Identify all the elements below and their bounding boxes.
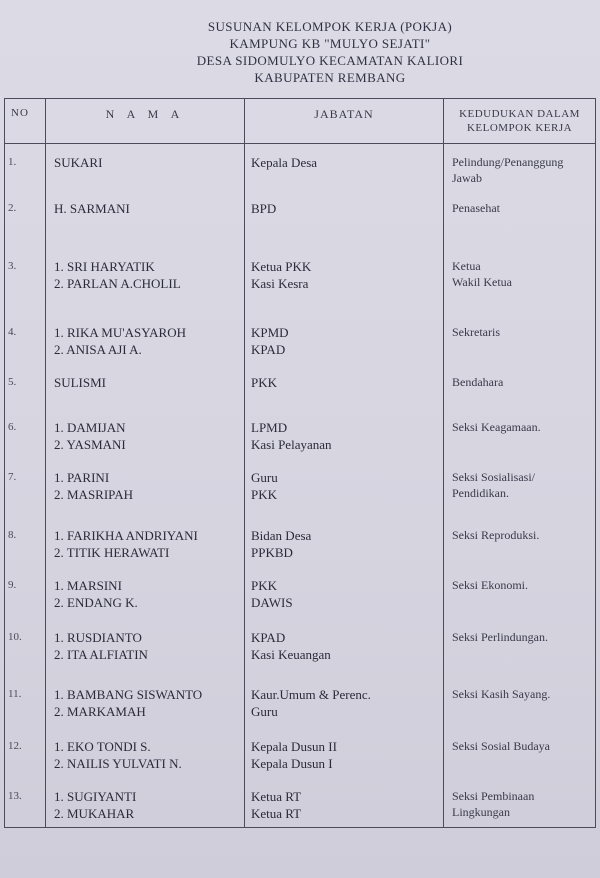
team-role: Pelindung/Penanggung Jawab — [452, 155, 564, 185]
row-number: 12. — [5, 728, 46, 778]
member-name: 1. MARSINI — [54, 577, 122, 593]
member-name: 1. SRI HARYATIK — [54, 258, 155, 274]
team-role: Seksi Sosial Budaya — [452, 738, 550, 753]
member-name: 1. DAMIJAN — [54, 419, 126, 435]
member-name: 1. SUGIYANTI — [54, 788, 137, 804]
table-row — [5, 459, 596, 517]
table-row — [5, 364, 596, 409]
team-role: Ketua — [452, 258, 481, 273]
nama-cell — [46, 144, 245, 190]
nama-cell — [46, 728, 245, 778]
table-row — [5, 144, 596, 190]
table-row — [5, 676, 596, 728]
title-line: SUSUNAN KELOMPOK KERJA (POKJA) — [207, 19, 453, 34]
team-role: Sekretaris — [452, 324, 500, 339]
team-role: Seksi Reproduksi. — [452, 527, 540, 542]
member-position: Kepala Dusun I — [251, 755, 333, 771]
member-position: Ketua RT — [251, 805, 302, 821]
nama-cell — [46, 619, 245, 676]
member-name: 2. MASRIPAH — [54, 486, 133, 502]
jabatan-cell — [245, 248, 444, 314]
table-row — [5, 314, 596, 364]
nama-cell — [46, 409, 245, 459]
jabatan-cell — [245, 778, 444, 828]
member-name: 2. ENDANG K. — [54, 594, 138, 610]
member-position: PKK — [251, 374, 278, 390]
kedudukan-cell — [444, 409, 596, 459]
row-number: 8. — [5, 517, 46, 567]
row-number: 2. — [5, 190, 46, 248]
member-name: 2. MUKAHAR — [54, 805, 135, 821]
kedudukan-cell — [444, 778, 596, 828]
member-position: Kepala Dusun II — [251, 738, 337, 754]
member-position: Kasi Kesra — [251, 275, 309, 291]
table-row — [5, 248, 596, 314]
header-no: NO — [5, 99, 46, 144]
table-header-row — [5, 99, 596, 144]
nama-cell — [46, 676, 245, 728]
row-number: 3. — [5, 248, 46, 314]
team-role: Wakil Ketua — [452, 274, 513, 289]
kedudukan-cell — [444, 728, 596, 778]
member-position: Kasi Keuangan — [251, 646, 331, 662]
title-line: DESA SIDOMULYO KECAMATAN KALIORI — [196, 53, 464, 68]
kedudukan-cell — [444, 459, 596, 517]
jabatan-cell — [245, 517, 444, 567]
team-role: Pendidikan. — [452, 485, 509, 500]
kedudukan-cell — [444, 364, 596, 409]
member-position: Kaur.Umum & Perenc. — [251, 686, 371, 702]
table-row — [5, 778, 596, 828]
member-position: PPKBD — [251, 544, 293, 560]
jabatan-cell — [245, 728, 444, 778]
member-name: 1. PARINI — [54, 469, 110, 485]
member-position: Kepala Desa — [251, 155, 318, 170]
kedudukan-cell — [444, 144, 596, 190]
row-number: 6. — [5, 409, 46, 459]
jabatan-cell — [245, 409, 444, 459]
member-name: 1. BAMBANG SISWANTO — [54, 686, 203, 702]
table-row — [5, 567, 596, 619]
member-name: 1. EKO TONDI S. — [54, 738, 151, 754]
kedudukan-cell — [444, 248, 596, 314]
nama-cell — [46, 778, 245, 828]
jabatan-cell — [245, 314, 444, 364]
table-row — [5, 619, 596, 676]
team-role: Lingkungan — [452, 804, 510, 819]
member-name: 2. NAILIS YULVATI N. — [54, 755, 182, 771]
member-name: 2. ITA ALFIATIN — [54, 646, 148, 662]
kedudukan-cell — [444, 517, 596, 567]
member-name: 2. ANISA AJI A. — [54, 341, 142, 357]
member-name: 2. TITIK HERAWATI — [54, 544, 170, 560]
table-row — [5, 409, 596, 459]
member-name: 2. YASMANI — [54, 436, 126, 452]
member-name: 2. PARLAN A.CHOLIL — [54, 275, 181, 291]
nama-cell — [46, 567, 245, 619]
nama-cell — [46, 459, 245, 517]
member-position: BPD — [251, 200, 277, 216]
kedudukan-cell — [444, 619, 596, 676]
team-role: Seksi Perlindungan. — [452, 629, 548, 644]
member-position: KPAD — [251, 629, 286, 645]
row-number: 4. — [5, 314, 46, 364]
title-line: KABUPATEN REMBANG — [254, 70, 406, 85]
jabatan-cell — [245, 364, 444, 409]
row-number: 11. — [5, 676, 46, 728]
row-number: 10. — [5, 619, 46, 676]
team-role: Seksi Sosialisasi/ — [452, 469, 536, 484]
jabatan-cell — [245, 567, 444, 619]
team-role: Seksi Ekonomi. — [452, 577, 529, 592]
table-row — [5, 517, 596, 567]
member-name: SUKARI — [54, 155, 103, 170]
team-role: Seksi Kasih Sayang. — [452, 686, 551, 701]
title-line: KAMPUNG KB "MULYO SEJATI" — [229, 36, 431, 51]
header-kedudukan: KEDUDUKAN DALAM KELOMPOK KERJA — [444, 99, 596, 144]
nama-cell — [46, 314, 245, 364]
row-number: 1. — [5, 144, 46, 190]
team-role: Seksi Pembinaan — [452, 788, 535, 803]
member-position: DAWIS — [251, 594, 293, 610]
jabatan-cell — [245, 459, 444, 517]
document-title — [120, 18, 540, 86]
member-position: KPMD — [251, 324, 289, 340]
kedudukan-cell — [444, 567, 596, 619]
member-name: 1. RIKA MU'ASYAROH — [54, 324, 186, 340]
table-body — [5, 144, 596, 828]
nama-cell — [46, 190, 245, 248]
member-position: KPAD — [251, 341, 286, 357]
nama-cell — [46, 517, 245, 567]
member-name: SULISMI — [54, 374, 107, 390]
nama-cell — [46, 248, 245, 314]
member-position: Ketua RT — [251, 788, 302, 804]
nama-cell — [46, 364, 245, 409]
member-position: Bidan Desa — [251, 527, 312, 543]
member-position: Ketua PKK — [251, 258, 312, 274]
kedudukan-cell — [444, 190, 596, 248]
table-row — [5, 190, 596, 248]
row-number: 7. — [5, 459, 46, 517]
team-role: Bendahara — [452, 374, 504, 389]
kedudukan-cell — [444, 314, 596, 364]
member-name: 1. RUSDIANTO — [54, 629, 142, 645]
row-number: 5. — [5, 364, 46, 409]
jabatan-cell — [245, 144, 444, 190]
row-number: 9. — [5, 567, 46, 619]
member-position: PKK — [251, 486, 278, 502]
row-number: 13. — [5, 778, 46, 828]
jabatan-cell — [245, 619, 444, 676]
member-position: Kasi Pelayanan — [251, 436, 332, 452]
jabatan-cell — [245, 676, 444, 728]
member-position: Guru — [251, 703, 278, 719]
header-jabatan: JABATAN — [245, 99, 444, 144]
member-name: 1. FARIKHA ANDRIYANI — [54, 527, 198, 543]
member-position: Guru — [251, 469, 278, 485]
header-nama: N A M A — [46, 99, 245, 144]
member-position: PKK — [251, 577, 278, 593]
team-role: Penasehat — [452, 200, 500, 215]
member-position: LPMD — [251, 419, 288, 435]
table-row — [5, 728, 596, 778]
jabatan-cell — [245, 190, 444, 248]
member-name: 2. MARKAMAH — [54, 703, 146, 719]
member-name: H. SARMANI — [54, 200, 130, 216]
pokja-table — [4, 98, 596, 828]
kedudukan-cell — [444, 676, 596, 728]
team-role: Seksi Keagamaan. — [452, 419, 541, 434]
